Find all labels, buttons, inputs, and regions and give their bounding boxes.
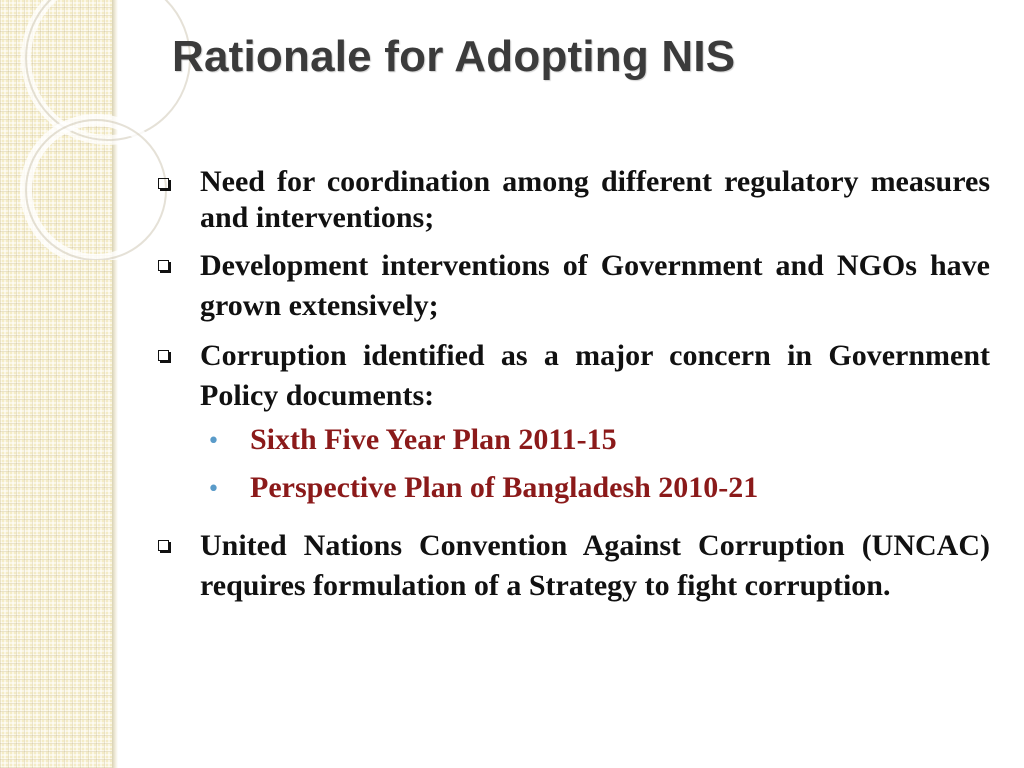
checkbox-bullet-icon	[158, 350, 169, 361]
list-item-text: United Nations Convention Against Corruption (UNCAC) requires formulation of a Strategy to fight corruption.	[200, 529, 990, 602]
list-item-development	[152, 246, 990, 326]
slide-title: Rationale for Adopting NIS	[172, 32, 736, 81]
checkbox-bullet-icon	[158, 178, 169, 189]
checkbox-bullet-icon	[158, 540, 169, 551]
sub-list-item-text: Sixth Five Year Plan 2011-15	[250, 423, 617, 456]
sub-list-item-sixth-plan	[200, 420, 990, 468]
sub-bullet-list	[200, 420, 990, 516]
sub-list-item-text: Perspective Plan of Bangladesh 2010-21	[250, 471, 759, 504]
list-item-text: Corruption identified as a major concern in Government Policy documents:	[200, 339, 990, 412]
list-item-text: Need for coordination among different regulatory measures and interventions;	[200, 165, 990, 234]
list-item-uncac	[152, 526, 990, 606]
dot-bullet-icon: •	[207, 429, 220, 454]
dot-bullet-icon: •	[207, 477, 220, 502]
sub-list-item-perspective-plan	[200, 468, 990, 516]
bullet-list	[152, 164, 990, 616]
side-panel-edge	[112, 0, 118, 768]
list-item-corruption	[152, 336, 990, 516]
checkbox-bullet-icon	[158, 260, 169, 271]
decorative-side-panel	[0, 0, 112, 768]
list-item-coordination	[152, 164, 990, 236]
list-item-text: Development interventions of Government and NGOs have grown extensively;	[200, 249, 990, 322]
